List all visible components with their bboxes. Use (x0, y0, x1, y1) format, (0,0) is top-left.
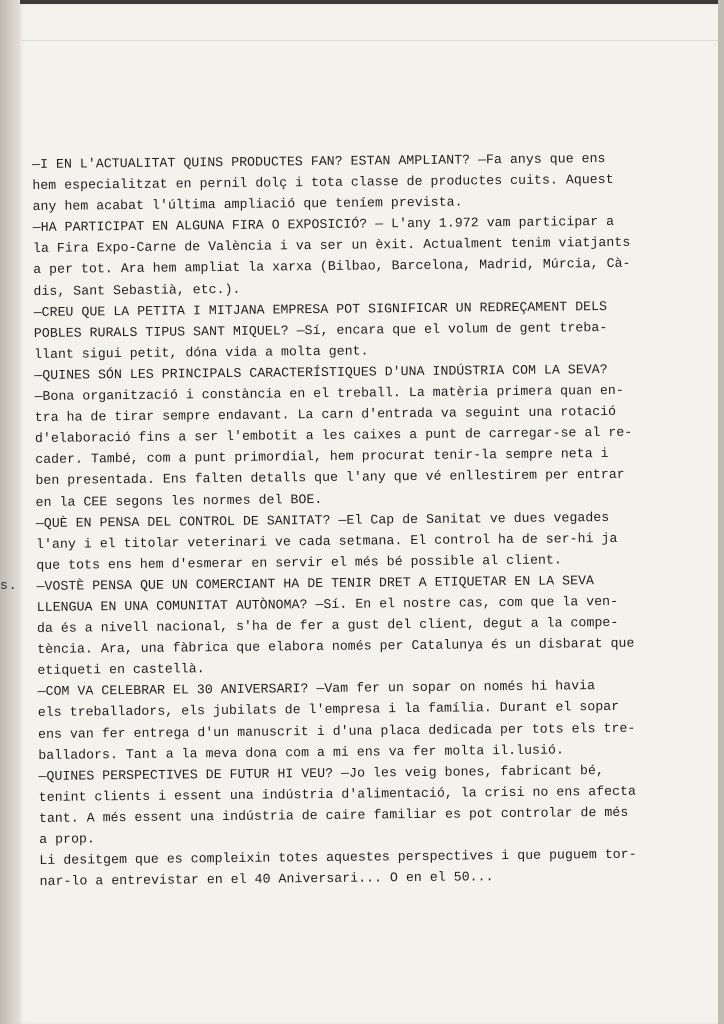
text-line: a per tot. Ara hem ampliat la xarxa (Bilbao, Barcelona, Madrid, Múrcia, Cà- (33, 256, 631, 278)
text-line: —Bona organització i constància en el treball. La matèria primera quan en- (34, 382, 624, 405)
text-line: ben presentada. Ens falten detalls que l'any que vé enllestirem per entrar (35, 467, 625, 489)
text-line: ens van fer entrega d'un manuscrit i d'una placa dedicada per tots els tre- (37, 720, 636, 742)
text-line: dis, Sant Sebastià, etc.). (33, 281, 241, 299)
text-line: en la CEE segons les normes del BOE. (35, 491, 323, 510)
text-line: LLENGUA EN UNA COMUNITAT AUTÒNOMA? —Sí. En el nostre cas, com que la ven- (36, 593, 619, 615)
text-line: —QUINES SÓN LES PRINCIPALS CARACTERÍSTIQUES D'UNA INDÚSTRIA COM LA SEVA? (34, 361, 608, 383)
text-line: —COM VA CELEBRAR EL 30 ANIVERSARI? —Vam fer un sopar on només hi havia (37, 678, 596, 700)
text-line: POBLES RURALS TIPUS SANT MIQUEL? —Sí, encara que el volum de gent treba- (33, 319, 608, 341)
text-line: balladors. Tant a la meva dona com a mi ens va fer molta il.lusió. (38, 742, 564, 763)
text-line: a prop. (39, 831, 96, 847)
text-line: hem especialitzat en pernil dolç i tota classe de productes cuits. Aquest (32, 172, 614, 194)
text-line: any hem acabat l'última ampliació que teníem prevista. (32, 194, 463, 215)
text-line: tència. Ara, una fàbrica que elabora només per Catalunya és un disbarat que (37, 635, 635, 658)
page-right-edge (718, 0, 724, 1024)
text-line: nar-lo a entrevistar en el 40 Aniversari... O en el 50... (39, 869, 494, 890)
faint-ruled-line (18, 40, 718, 41)
text-line: tant. A més essent una indústria de caire familiar es pot controlar de més (38, 804, 629, 826)
text-line: d'elaboració fins a ser l'embotit a les caixes a punt de carregar-se al re- (34, 424, 633, 447)
text-line: —I EN L'ACTUALITAT QUINS PRODUCTES FAN? ESTAN AMPLIANT? —Fa anys que ens (32, 150, 606, 172)
page-binding-shadow (0, 0, 20, 1024)
text-line: tra ha de tirar sempre endavant. La carn d'entrada va seguint una rotació (34, 404, 617, 426)
text-line: els treballadors, els jubilats de l'empresa i la família. Durant el sopar (37, 699, 620, 721)
text-line: que tots ens hem d'esmerar en servir el més bé possible al client. (36, 552, 562, 573)
interview-text-block (32, 148, 637, 892)
text-line: —QUÈ EN PENSA DEL CONTROL DE SANITAT? —El Cap de Sanitat ve dues vegades (35, 509, 610, 531)
text-line: —QUINES PERSPECTIVES DE FUTUR HI VEU? —Jo les veig bones, fabricant bé, (38, 762, 605, 784)
text-line: —HA PARTICIPAT EN ALGUNA FIRA O EXPOSICIÓ? — L'any 1.972 vam participar a (32, 214, 615, 236)
text-line: cader. També, com a punt primordial, hem procurat tenir-la sempre neta i (35, 446, 609, 468)
text-line: da és a nivell nacional, s'ha de fer a gust del client, degut a la compe- (36, 614, 619, 637)
margin-text-fragment: s. (0, 578, 18, 593)
text-line: etiqueti en castellà. (37, 661, 205, 679)
text-line: Li desitgem que es compleixin totes aquestes perspectives i que puguem tor- (39, 846, 637, 869)
text-line: tenint clients i essent una indústria d'alimentació, la crisi no ens afecta (38, 783, 637, 805)
text-line: —VOSTÈ PENSA QUE UN COMERCIANT HA DE TENIR DRET A ETIQUETAR EN LA SEVA (36, 573, 595, 594)
text-line: llant sigui petit, dóna vida a molta gent. (34, 343, 369, 362)
text-line: la Fira Expo-Carne de València i va ser un èxit. Actualment tenim viatjants (32, 235, 631, 257)
text-line: l'any i el titolar veterinari ve cada setmana. El control ha de ser-hi ja (36, 530, 618, 552)
text-line: —CREU QUE LA PETITA I MITJANA EMPRESA POT SIGNIFICAR UN REDREÇAMENT DELS (33, 298, 608, 320)
